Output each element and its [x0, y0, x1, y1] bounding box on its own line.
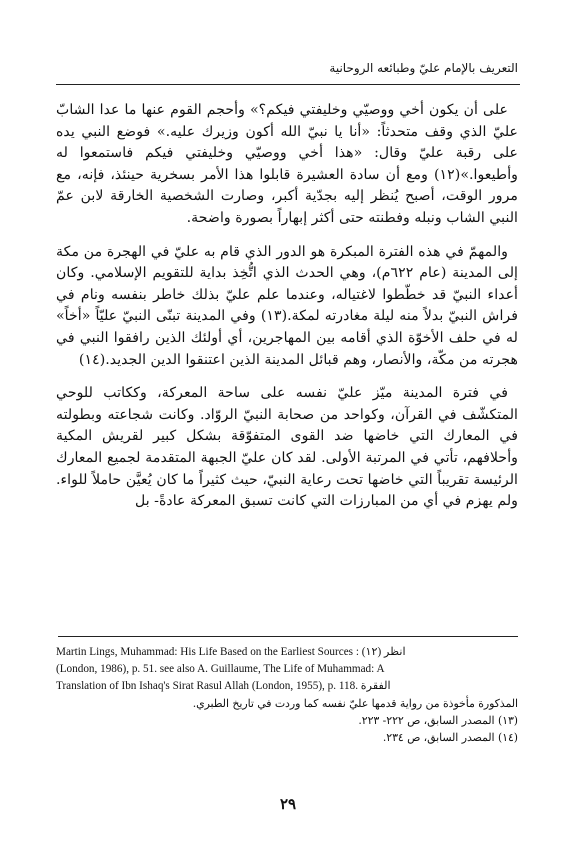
footnote-rule [58, 636, 518, 637]
footnote-12-line-3: Translation of Ibn Ishaq's Sirat Rasul Allah (London, 1955), p. 118. الفقرة [56, 680, 391, 692]
footnote-12-line-2: (London, 1986), p. 51. see also A. Guillaume, The Life of Muhammad: A [56, 663, 385, 675]
footnote-12-line-1: Martin Lings, Muhammad: His Life Based on the Earliest Sources : انظر (١٢) [56, 646, 406, 658]
footnote-14: (١٤) المصدر السابق، ص ٢٣٤. [382, 731, 518, 744]
body-text [56, 100, 518, 513]
footnote-12-line-4: المذكورة مأخوذة من رواية قدمها عليّ نفسه كما وردت في تاريخ الطبري. [192, 697, 518, 710]
running-header: التعريف بالإمام عليّ وطبائعه الروحانية [329, 61, 518, 75]
page-number: ٢٩ [279, 795, 297, 813]
paragraph-3: في فترة المدينة ميّز عليّ نفسه على ساحة المعركة، وككاتب للوحي المتكشّف في القرآن، وكواحد من صحابة النبيّ الروّاد. وكانت شجاعته وبطولته في المعارك التي خاضها ضد القوى المتفوّقة بشكل كبير لقريش المكية وأحلافهم، تأتي في المرتبة الأولى. لقد كان عليّ الجبهة المتقدمة لجميع المعارك الرئيسة تقريباً التي خاضها تحت رعاية النبيّ، حيث كثيراً ما كان يُعيَّن حاملاً للواء. ولم يهزم في أي من المبارزات التي كانت تسبق المعركة عادةً- بل [56, 385, 518, 510]
paragraph-1: على أن يكون أخي ووصيّي وخليفتي فيكم؟» وأحجم القوم عنها ما عدا الشابّ عليّ الذي وقف متحدثاً: «أنا يا نبيّ الله أكون وزيرك عليه.» فوضع النبي يده على رقبة عليّ وقال: «هذا أخي ووصيّي وخليفتي فيكم فاستمعوا له وأطيعوا.»(١٢) ومع أن سادة العشيرة قابلوا هذا الأمر بسخرية حينئذ، فإنه، مع مرور الوقت، أصبح يُنظر إليه بجدّية أكبر، وصارت الشخصية الخارقة لابن عمّ النبي الشاب ونبله وفطنته حتى أكثر إبهاراً بصورة واضحة. [56, 102, 518, 226]
header-rule [56, 84, 520, 85]
paragraph-2: والمهمّ في هذه الفترة المبكرة هو الدور الذي قام به عليّ في الهجرة من مكة إلى المدينة (عام ٦٢٢م)، وهي الحدث الذي اتُّخِذ بداية للتقويم الإسلامي. وكان أعداء النبيّ قد خطّطوا لاغتياله، وعندما علم عليّ بذلك خاطر بنفسه ونام في فراش النبيّ بدلاً منه ليلة مغادرته لمكة.(١٣) وفي المدينة تبنّى النبيّ عليّاً «أخاً» له في حلف الأخوّة الذي أقامه بين المهاجرين، أي أولئك الذين رافقوا النبي في هجرته من مكّة، والأنصار، وهم قبائل المدينة الذين اعتنقوا الدين الجديد.(١٤) [56, 243, 519, 368]
footnotes [56, 644, 518, 746]
footnote-13: (١٣) المصدر السابق، ص ٢٢٢- ٢٢٣. [358, 714, 518, 727]
